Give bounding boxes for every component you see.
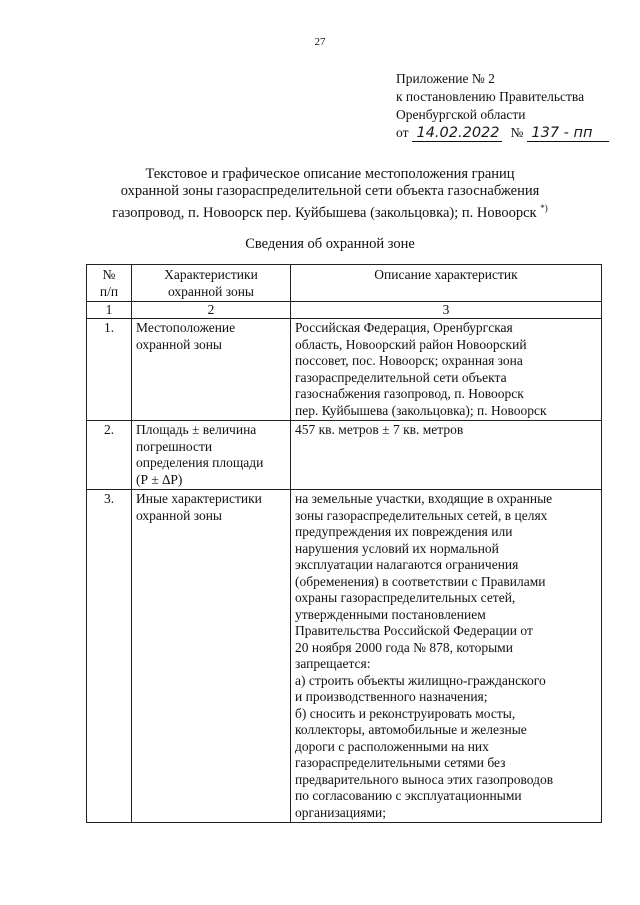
header-description: Описание характеристик — [291, 265, 602, 302]
row-description: Российская Федерация, Оренбургская область, Новоорский район Новоорский поссовет, пос. Новоорск; охранная зона газораспределительной сети объекта газоснабжения газопровод, п. Новоорск пер. Куйбышева (закольцовка); п. Новоорск — [291, 319, 602, 421]
title-line-3 — [60, 200, 600, 222]
handwritten-number: 137 - пп — [527, 125, 609, 142]
title-line-2: охранной зоны газораспределительной сети объекта газоснабжения — [120, 183, 540, 199]
column-number-row — [87, 302, 602, 319]
appendix-line-1: Приложение № 2 — [396, 71, 495, 86]
table-row — [87, 421, 602, 490]
row-number: 3. — [87, 490, 132, 823]
header-characteristic: Характеристики охранной зоны — [132, 265, 291, 302]
zone-info-table — [86, 264, 602, 823]
title-line-3-text: газопровод, п. Новоорск пер. Куйбышева (закольцовка); п. Новоорск — [112, 204, 537, 221]
row-characteristic: Площадь ± величина погрешности определения площади (Р ± ∆Р) — [132, 421, 291, 490]
section-subtitle: Сведения об охранной зоне — [245, 236, 415, 252]
row-characteristic: Иные характеристики охранной зоны — [132, 490, 291, 823]
from-label: от — [396, 125, 409, 140]
title-footnote-mark: *) — [540, 203, 548, 213]
column-number-2: 2 — [132, 302, 291, 319]
row-description: на земельные участки, входящие в охранные зоны газораспределительных сетей, в целях предупреждения их повреждения или нарушения условий их нормальной эксплуатации налагаются ограничения (обременения) в соответствии с Правилами охраны газораспределительных сетей, утвержденными постановлением Правительства Российской Федерации от 20 ноября 2000 года № 878, которыми запрещается: а) строить объекты жилищно-гражданского и производственного назначения; б) сносить и реконструировать мосты, коллекторы, автомобильные и железные дороги с расположенными на них газораспределительными сетями без предварительного выноса этих газопроводов по согласованию с эксплуатационными организациями; — [291, 490, 602, 823]
row-characteristic: Местоположение охранной зоны — [132, 319, 291, 421]
column-number-3: 3 — [291, 302, 602, 319]
table-row — [87, 319, 602, 421]
table-row — [87, 490, 602, 823]
appendix-line-3: Оренбургской области — [396, 107, 526, 122]
header-number: № п/п — [87, 265, 132, 302]
column-number-1: 1 — [87, 302, 132, 319]
table-header-row — [87, 265, 602, 302]
appendix-line-2: к постановлению Правительства — [396, 89, 585, 104]
handwritten-date: 14.02.2022 — [412, 125, 502, 142]
row-description: 457 кв. метров ± 7 кв. метров — [291, 421, 602, 490]
row-number: 1. — [87, 319, 132, 421]
appendix-header — [396, 70, 636, 142]
appendix-date-row — [396, 124, 636, 142]
row-number: 2. — [87, 421, 132, 490]
page-number: 27 — [314, 36, 326, 48]
number-label: № — [510, 125, 524, 140]
title-line-1: Текстовое и графическое описание местоположения границ — [145, 166, 515, 182]
document-title — [60, 166, 600, 222]
